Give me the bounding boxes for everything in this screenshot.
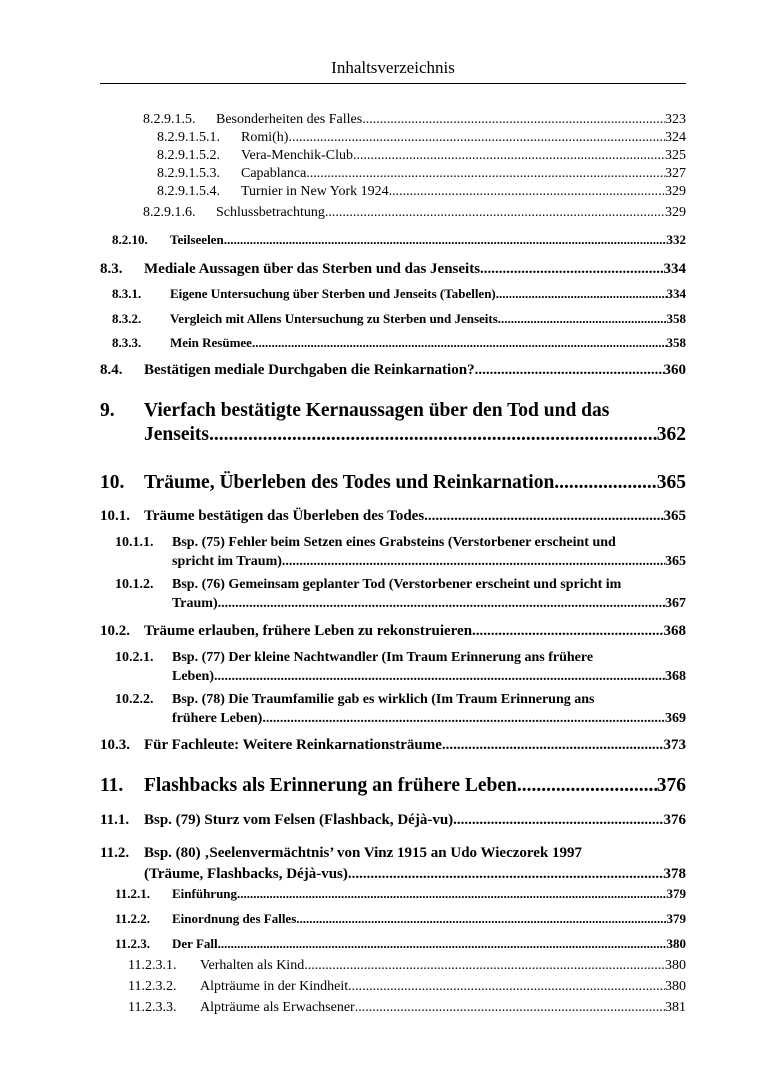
toc-entry[interactable] xyxy=(112,286,686,302)
toc-title-line2: spricht im Traum) xyxy=(172,554,282,569)
toc-chapter-entry[interactable] xyxy=(100,400,686,446)
toc-title: Alpträume in der Kindheit xyxy=(200,979,349,994)
toc-entry[interactable] xyxy=(128,1000,686,1016)
toc-leader xyxy=(304,958,665,974)
toc-title: Turnier in New York 1924 xyxy=(241,184,389,199)
toc-leader xyxy=(554,472,656,494)
toc-title: Teilseelen xyxy=(170,232,224,247)
toc-page: 378 xyxy=(663,866,686,882)
toc-leader xyxy=(252,335,667,351)
toc-page: 380 xyxy=(665,979,686,994)
toc-leader xyxy=(353,148,665,164)
toc-page: 365 xyxy=(656,472,686,493)
toc-title: Für Fachleute: Weitere Reinkarnationsträume xyxy=(144,737,442,753)
toc-number: 11.2.1. xyxy=(115,886,151,901)
toc-title: Schlussbetrachtung xyxy=(216,205,325,220)
toc-leader xyxy=(214,667,665,686)
toc-leader xyxy=(442,737,664,754)
toc-number: 11.2.2. xyxy=(115,911,151,926)
toc-title: Mein Resümee xyxy=(170,335,252,350)
toc-page: 379 xyxy=(666,911,686,926)
toc-page: 379 xyxy=(666,886,686,901)
toc-number: 11.2.3.3. xyxy=(128,1000,177,1015)
toc-title: Mediale Aussagen über das Sterben und das Jenseits xyxy=(144,261,481,277)
toc-page: 365 xyxy=(665,554,686,569)
toc-title-line1: Bsp. (78) Die Traumfamilie gab es wirklich (Im Traum Erinnerung ans xyxy=(172,692,595,707)
toc-leader xyxy=(453,812,663,829)
toc-leader xyxy=(480,261,663,278)
toc-page: 360 xyxy=(663,362,686,378)
toc-title: Träume bestätigen das Überleben des Todes xyxy=(144,508,425,524)
toc-entry[interactable] xyxy=(157,166,686,182)
toc-page: 365 xyxy=(663,508,686,524)
toc-entry[interactable] xyxy=(112,232,686,248)
toc-page: 362 xyxy=(656,424,686,445)
toc-number: 8.2.9.1.5.4. xyxy=(157,184,220,199)
toc-title: Bestätigen mediale Durchgaben die Reinkarnation? xyxy=(144,362,475,378)
toc-title: Verhalten als Kind xyxy=(200,958,305,973)
toc-number: 11.2.3. xyxy=(115,936,151,951)
toc-title-line2: Leben) xyxy=(172,669,214,684)
toc-entry[interactable] xyxy=(115,911,686,927)
toc-leader xyxy=(348,979,665,995)
toc-entry[interactable] xyxy=(157,148,686,164)
toc-page: 373 xyxy=(663,737,686,753)
toc-page: 325 xyxy=(665,148,686,163)
toc-leader xyxy=(389,184,665,200)
toc-page: 369 xyxy=(665,711,686,726)
toc-title-line1: Bsp. (77) Der kleine Nachtwandler (Im Traum Erinnerung ans frühere xyxy=(172,650,594,665)
toc-leader xyxy=(262,709,665,728)
toc-entry[interactable] xyxy=(128,958,686,974)
toc-number: 8.2.9.1.5.2. xyxy=(157,148,220,163)
toc-entry[interactable] xyxy=(157,184,686,200)
toc-leader xyxy=(237,886,666,902)
toc-page: 380 xyxy=(666,936,686,951)
toc-title-line1: Vierfach bestätigte Kernaussagen über den Tod und das xyxy=(144,400,610,421)
toc-leader xyxy=(498,311,667,327)
toc-entry[interactable] xyxy=(100,812,686,829)
toc-title: Alpträume als Erwachsener xyxy=(200,1000,355,1015)
toc-leader xyxy=(296,911,666,927)
toc-leader xyxy=(282,552,665,571)
toc-page: 323 xyxy=(665,112,686,127)
toc-number: 10.2.1. xyxy=(115,650,154,665)
toc-page: 327 xyxy=(665,166,686,181)
toc-number: 8.2.9.1.5.3. xyxy=(157,166,220,181)
toc-number: 11.2.3.2. xyxy=(128,979,177,994)
toc-title-line1: Bsp. (75) Fehler beim Setzen eines Grabsteins (Verstorbener erscheint und xyxy=(172,535,616,550)
toc-leader xyxy=(475,362,664,379)
toc-number: 8.2.9.1.6. xyxy=(143,205,196,220)
toc-page: 358 xyxy=(666,335,686,350)
toc-leader xyxy=(472,623,663,640)
toc-page: 334 xyxy=(666,286,686,301)
toc-leader xyxy=(209,424,657,446)
toc-page: 368 xyxy=(665,669,686,684)
toc-leader xyxy=(218,594,665,613)
toc-entry[interactable] xyxy=(100,261,686,278)
toc-leader xyxy=(355,1000,665,1016)
toc-title-line2: Traum) xyxy=(172,596,218,611)
toc-number: 10.1.2. xyxy=(115,577,154,592)
toc-title: Vera-Menchik-Club xyxy=(241,148,353,163)
toc-number: 10.1. xyxy=(100,508,130,524)
page-header: Inhaltsverzeichnis xyxy=(331,58,455,77)
toc-page: 329 xyxy=(665,184,686,199)
toc-title: Bsp. (79) Sturz vom Felsen (Flashback, Déjà-vu) xyxy=(144,812,454,828)
toc-title: Eigene Untersuchung über Sterben und Jenseits (Tabellen) xyxy=(170,286,496,301)
toc-page: 368 xyxy=(663,623,686,639)
toc-title: Einordnung des Falles xyxy=(172,911,297,926)
toc-entry[interactable] xyxy=(128,979,686,995)
toc-page: 380 xyxy=(665,958,686,973)
toc-entry[interactable] xyxy=(100,737,686,754)
toc-title-line1: Bsp. (80) ‚Seelenvermächtnis’ von Vinz 1915 an Udo Wieczorek 1997 xyxy=(144,845,583,861)
toc-number: 10.2.2. xyxy=(115,692,154,707)
toc-entry[interactable] xyxy=(115,648,686,686)
toc-entry[interactable] xyxy=(100,623,686,640)
toc-number: 8.3.2. xyxy=(112,311,142,326)
toc-number: 8.4. xyxy=(100,362,123,378)
toc-leader xyxy=(306,166,665,182)
toc-page: 332 xyxy=(666,232,686,247)
toc-entry[interactable] xyxy=(100,362,686,379)
toc-entry[interactable] xyxy=(115,690,686,728)
toc-leader xyxy=(218,936,667,952)
toc-title: Capablanca xyxy=(241,166,307,181)
toc-number: 11.2. xyxy=(100,845,130,861)
toc-leader xyxy=(496,286,667,302)
toc-title-line2: Jenseits xyxy=(144,424,209,445)
toc-chapter-entry[interactable] xyxy=(100,775,686,797)
toc-chapter-entry[interactable] xyxy=(100,472,686,494)
toc-number: 11.2.3.1. xyxy=(128,958,177,973)
toc-leader xyxy=(362,112,665,128)
toc-leader xyxy=(424,508,663,525)
toc-page: 334 xyxy=(663,261,686,277)
toc-title: Träume erlauben, frühere Leben zu rekonstruieren xyxy=(144,623,473,639)
toc-entry[interactable] xyxy=(112,311,686,327)
toc-title-line2: (Träume, Flashbacks, Déjà-vus) xyxy=(144,866,348,882)
toc-leader xyxy=(348,864,664,885)
toc-leader xyxy=(288,130,665,146)
toc-number: 10.2. xyxy=(100,623,130,639)
toc-entry[interactable] xyxy=(157,130,686,146)
toc-page: 376 xyxy=(656,775,686,796)
toc-title: Einführung xyxy=(172,886,238,901)
toc-title: Flashbacks als Erinnerung an frühere Leben xyxy=(144,775,517,796)
toc-number: 10.3. xyxy=(100,737,130,753)
toc-entry[interactable] xyxy=(112,335,686,351)
toc-number: 8.2.10. xyxy=(112,232,148,247)
toc-page: 358 xyxy=(666,311,686,326)
toc-title: Der Fall xyxy=(172,936,218,951)
toc-page: 381 xyxy=(665,1000,686,1015)
toc-number: 8.3. xyxy=(100,261,123,277)
toc-title: Besonderheiten des Falles xyxy=(216,112,363,127)
toc-entry[interactable] xyxy=(115,936,686,952)
toc-number: 10. xyxy=(100,472,125,493)
toc-entry[interactable] xyxy=(100,508,686,525)
toc-leader xyxy=(517,775,657,797)
toc-title: Vergleich mit Allens Untersuchung zu Sterben und Jenseits xyxy=(170,311,498,326)
toc-number: 10.1.1. xyxy=(115,535,154,550)
toc-entry[interactable] xyxy=(100,843,686,885)
toc-title: Träume, Überleben des Todes und Reinkarnation xyxy=(144,472,555,493)
toc-leader xyxy=(224,232,667,248)
toc-title-line1: Bsp. (76) Gemeinsam geplanter Tod (Verstorbener erscheint und spricht im xyxy=(172,577,622,592)
toc-number: 8.2.9.1.5. xyxy=(143,112,196,127)
toc-page: 329 xyxy=(665,205,686,220)
toc-number: 11. xyxy=(100,775,124,796)
toc-number: 11.1. xyxy=(100,812,130,828)
toc-entry[interactable] xyxy=(143,205,686,221)
toc-entry[interactable] xyxy=(115,886,686,902)
toc-number: 8.3.1. xyxy=(112,286,142,301)
toc-entry[interactable] xyxy=(143,112,686,128)
toc-title: Romi(h) xyxy=(241,130,289,145)
toc-number: 9. xyxy=(100,400,115,421)
toc-number: 8.2.9.1.5.1. xyxy=(157,130,220,145)
toc-title-line2: frühere Leben) xyxy=(172,711,263,726)
toc-entry[interactable] xyxy=(115,575,686,613)
toc-page: 367 xyxy=(665,596,686,611)
toc-page: 376 xyxy=(663,812,686,828)
toc-number: 8.3.3. xyxy=(112,335,142,350)
toc-entry[interactable] xyxy=(115,533,686,571)
toc-leader xyxy=(325,205,665,221)
toc-page: 324 xyxy=(665,130,686,145)
